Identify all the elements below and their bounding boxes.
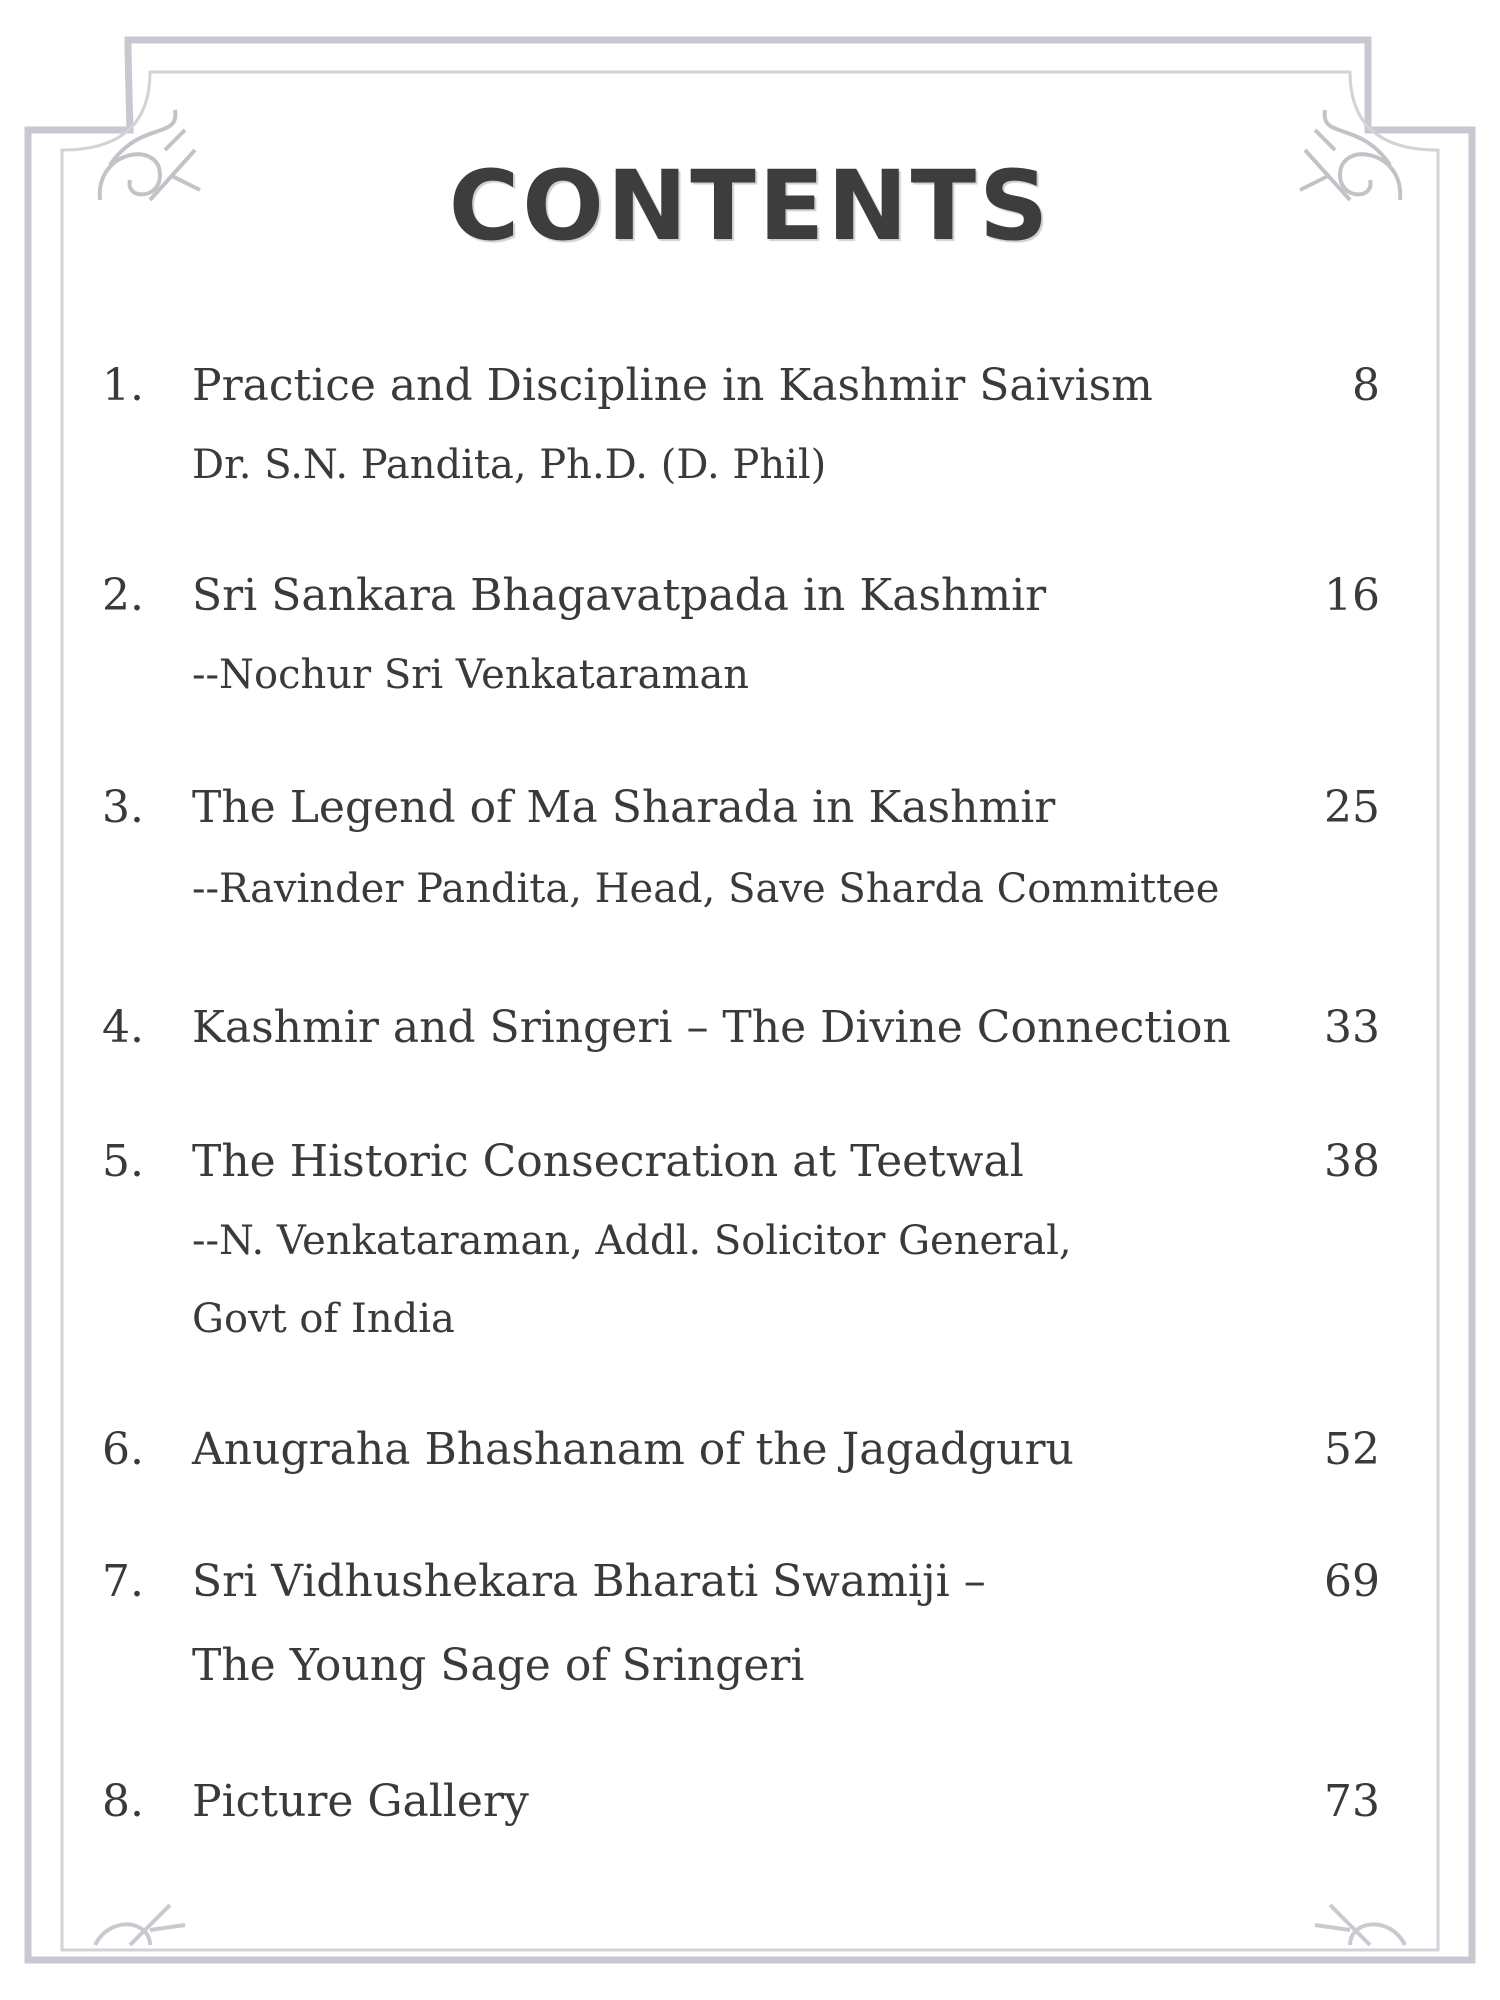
entry-byline: --Ravinder Pandita, Head, Save Sharda Committee: [192, 866, 1220, 912]
page-title: CONTENTS: [448, 150, 1052, 262]
entry-title: Sri Sankara Bhagavatpada in Kashmir: [192, 570, 1047, 621]
entry-byline: --N. Venkataraman, Addl. Solicitor General,: [192, 1218, 1072, 1264]
entry-byline: Govt of India: [192, 1296, 455, 1342]
entry-page: 52: [1324, 1424, 1380, 1475]
entry-page: 25: [1324, 782, 1380, 833]
entry-page: 73: [1324, 1776, 1380, 1827]
entry-title: Picture Gallery: [192, 1776, 529, 1827]
entry-title: Practice and Discipline in Kashmir Saivism: [192, 360, 1153, 411]
entry-byline: Dr. S.N. Pandita, Ph.D. (D. Phil): [192, 442, 827, 488]
entry-number: 8.: [102, 1776, 144, 1827]
flourish-bottom-right-icon: [1315, 1905, 1405, 1945]
entry-title: Sri Vidhushekara Bharati Swamiji –: [192, 1556, 986, 1607]
flourish-bottom-left-icon: [95, 1905, 185, 1945]
entry-number: 2.: [102, 570, 144, 621]
entry-page: 33: [1324, 1002, 1380, 1053]
entry-number: 7.: [102, 1556, 144, 1607]
entry-title: The Legend of Ma Sharada in Kashmir: [192, 782, 1056, 833]
entry-page: 38: [1324, 1136, 1380, 1187]
entry-number: 6.: [102, 1424, 144, 1475]
entry-subtitle: The Young Sage of Sringeri: [192, 1640, 805, 1691]
entry-number: 4.: [102, 1002, 144, 1053]
entry-title: Kashmir and Sringeri – The Divine Connection: [192, 1002, 1231, 1053]
entry-byline: --Nochur Sri Venkataraman: [192, 652, 750, 698]
entry-page: 8: [1352, 360, 1380, 411]
entry-title: The Historic Consecration at Teetwal: [192, 1136, 1024, 1187]
entry-title: Anugraha Bhashanam of the Jagadguru: [192, 1424, 1074, 1475]
entry-page: 16: [1324, 570, 1380, 621]
entry-number: 1.: [102, 360, 144, 411]
entry-number: 3.: [102, 782, 144, 833]
entry-page: 69: [1324, 1556, 1380, 1607]
entry-number: 5.: [102, 1136, 144, 1187]
